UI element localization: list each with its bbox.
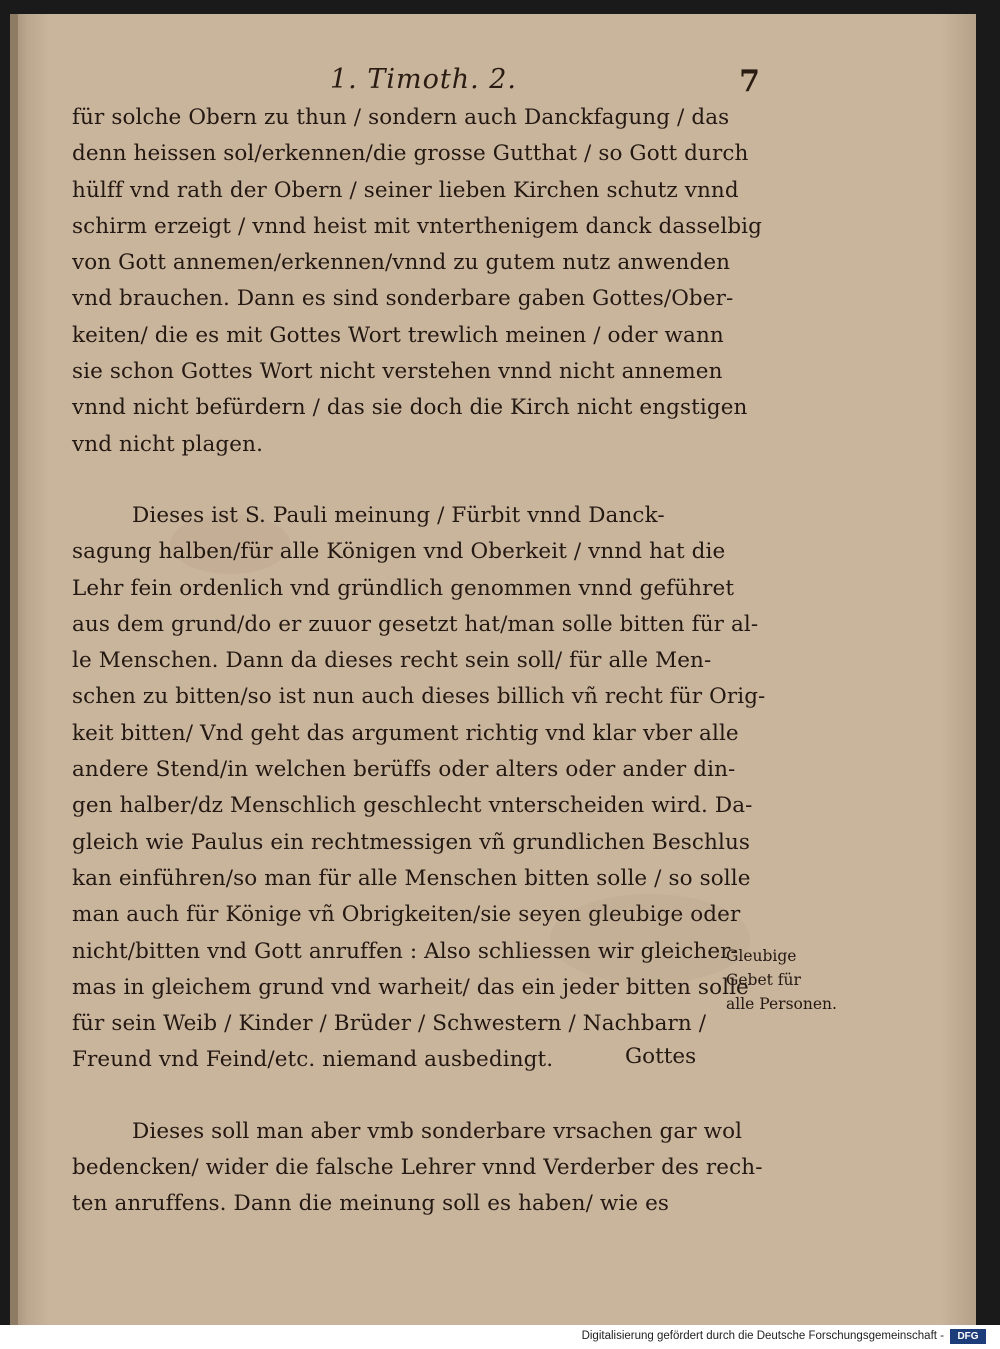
- paragraph-gap: [72, 1079, 738, 1114]
- marginal-note: [726, 944, 874, 1016]
- text-line: gleich wie Paulus ein rechtmessigen vñ grundlichen Beschlus: [72, 829, 751, 855]
- text-line: von Gott annemen/erkennen/vnnd zu gutem nutz anwenden: [72, 250, 731, 276]
- text-line: keit bitten/ Vnd geht das argument richtig vnd klar vber alle: [72, 720, 739, 746]
- text-line: schirm erzeigt / vnnd heist mit vnterthenigem danck dasselbig: [72, 213, 763, 239]
- page-header: [320, 64, 760, 104]
- text-line: für sein Weib / Kinder / Brüder / Schwestern / Nachbarn /: [72, 1011, 707, 1037]
- text-line: bedencken/ wider die falsche Lehrer vnnd Verderber des rech-: [72, 1155, 763, 1181]
- paragraph-gap: [72, 463, 738, 498]
- text-line: Freund vnd Feind/etc. niemand ausbedingt.: [72, 1047, 554, 1073]
- marginal-note-line: alle Personen.: [726, 995, 837, 1013]
- funding-credit: Digitalisierung gefördert durch die Deutsche Forschungsgemeinschaft -: [581, 1330, 944, 1342]
- marginal-note-line: Gleubige: [726, 947, 797, 965]
- text-line: vnd nicht plagen.: [72, 431, 264, 457]
- text-line: nicht/bitten vnd Gott anruffen : Also schliessen wir gleicher-: [72, 938, 738, 964]
- text-line: andere Stend/in welchen berüffs oder alters oder ander din-: [72, 757, 736, 783]
- text-line: ten anruffens. Dann die meinung soll es haben/ wie es: [72, 1191, 670, 1217]
- digitization-footer: [0, 1325, 1000, 1349]
- text-line: le Menschen. Dann da dieses recht sein soll/ für alle Men-: [72, 648, 712, 674]
- text-line: für solche Obern zu thun / sondern auch Danckfagung / das: [72, 105, 730, 130]
- text-line: mas in gleichem grund vnd warheit/ das ein jeder bitten solle: [72, 974, 749, 1000]
- dfg-logo: DFG: [950, 1329, 986, 1344]
- text-line: vnd brauchen. Dann es sind sonderbare gaben Gottes/Ober-: [72, 286, 734, 312]
- text-line: denn heissen sol/erkennen/die grosse Gutthat / so Gott durch: [72, 141, 749, 167]
- text-line: keiten/ die es mit Gottes Wort trewlich meinen / oder wann: [72, 322, 724, 348]
- text-line: man auch für Könige vñ Obrigkeiten/sie seyen gleubige oder: [72, 902, 741, 928]
- running-head: 1. Timoth. 2.: [330, 64, 518, 95]
- text-line: kan einführen/so man für alle Menschen bitten solle / so solle: [72, 865, 751, 891]
- page-gutter: [10, 14, 18, 1325]
- marginal-note-line: Gebet für: [726, 971, 801, 989]
- text-line: sie schon Gottes Wort nicht verstehen vnnd nicht annemen: [72, 359, 723, 385]
- text-line: sagung halben/für alle Königen vnd Oberkeit / vnnd hat die: [72, 539, 726, 565]
- text-line: aus dem grund/do er zuuor gesetzt hat/man solle bitten für al-: [72, 611, 759, 637]
- text-line: Dieses soll man aber vmb sonderbare vrsachen gar wol: [132, 1118, 743, 1144]
- page-number: 7: [739, 64, 760, 99]
- text-line: Dieses ist S. Pauli meinung / Fürbit vnnd Danck-: [132, 502, 665, 528]
- text-line: gen halber/dz Menschlich geschlecht vnterscheiden wird. Da-: [72, 793, 753, 819]
- catchword: Gottes: [625, 1044, 697, 1069]
- text-line: Lehr fein ordenlich vnd gründlich genommen vnnd geführet: [72, 575, 735, 601]
- text-line: vnnd nicht befürdern / das sie doch die Kirch nicht engstigen: [72, 395, 748, 421]
- text-line: hülff vnd rath der Obern / seiner lieben Kirchen schutz vnnd: [72, 177, 739, 203]
- text-line: schen zu bitten/so ist nun auch dieses billich vñ recht für Orig-: [72, 684, 766, 710]
